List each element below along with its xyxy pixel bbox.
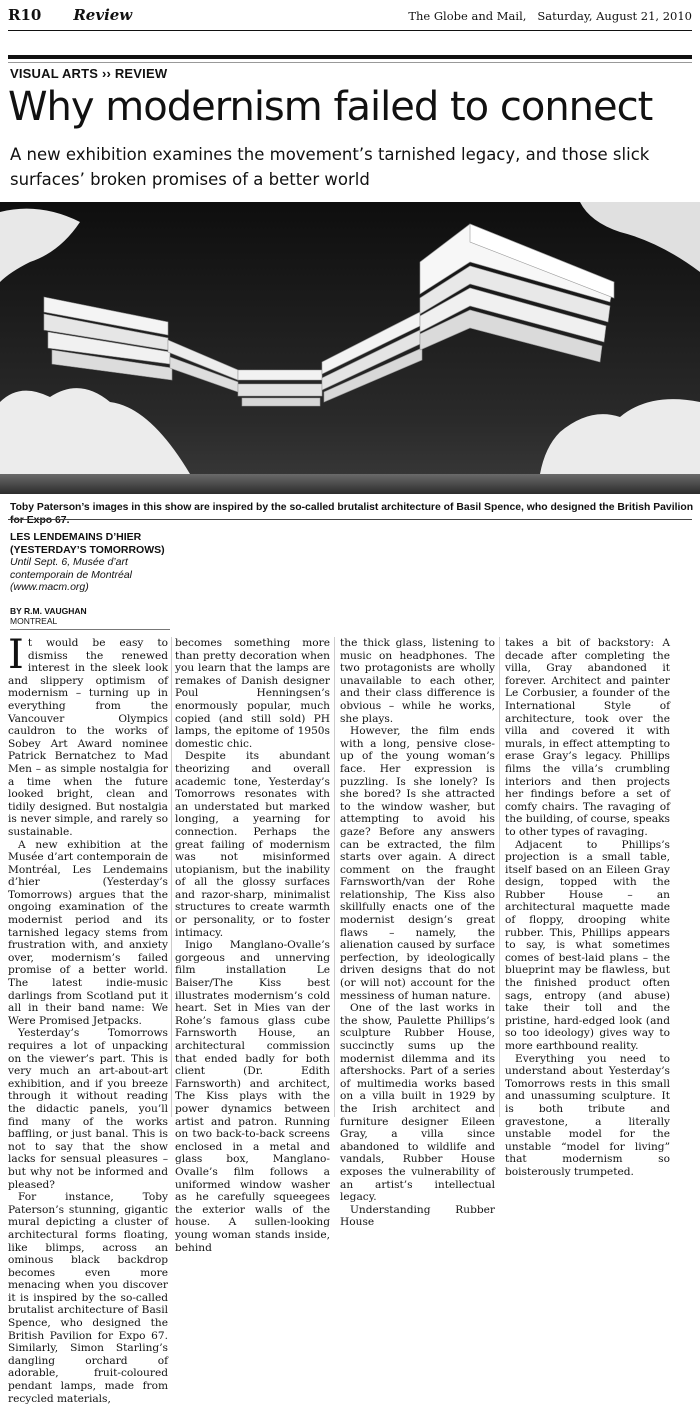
column-divider	[334, 637, 335, 1117]
thin-rule	[8, 62, 692, 63]
caption-rule	[8, 519, 692, 520]
masthead-rule	[8, 30, 692, 31]
paragraph: For instance, Toby Paterson’s stunning, gigantic mural depicting a cluster of architectural forms floating, like blimps, across an ominous black backdrop becomes even more menacing when you discover it is inspired by the so-called brutalist architecture of Basil Spence, who designed the British Pavilion for Expo 67. Similarly, Simon Starling’s dangling orchard of adorable, fruit-coloured pendant lamps, made from recycled materials,	[8, 1191, 168, 1405]
section-name: Review	[73, 6, 133, 24]
byline	[10, 606, 87, 626]
paragraph: Understanding Rubber House	[340, 1203, 495, 1229]
page-number: R10	[8, 6, 42, 24]
drop-cap: I	[8, 632, 24, 678]
article-column-3	[340, 637, 495, 1229]
paragraph: Yesterday’s Tomorrows requires a lot of unpacking on the viewer’s part. This is very much an art-about-art exhibition, and if you breeze through it without reading the didactic panels, you’ll find many of the works baffling, or just banal. This is not to say that the show lacks for sensual pleasures – but why not be informed and pleased?	[8, 1027, 168, 1191]
exhibit-venue: contemporain de Montréal	[10, 568, 132, 581]
column-divider	[499, 637, 500, 1117]
headline: Why modernism failed to connect	[8, 84, 653, 130]
paragraph: Inigo Manglano-Ovalle’s gorgeous and unnerving film installation Le Baiser/The Kiss best illustrates modernism’s cold heart. Set in Mies van der Rohe’s famous glass cube Farnsworth House, an architectural commission that ended badly for both client (Dr. Edith Farnsworth) and architect, The Kiss plays with the power dynamics between artist and patron. Running on two back-to-back screens enclosed in a metal and glass box, Manglano-Ovalle’s film follows a uniformed window washer as he carefully squeegees the exterior walls of the house. A sullen-looking young woman stands inside, behind	[175, 939, 330, 1254]
article-column-4	[505, 637, 670, 1179]
floor	[0, 474, 700, 494]
exhibit-dates-venue: Until Sept. 6, Musée d’art	[10, 556, 128, 568]
exhibit-title: LES LENDEMAINS D’HIER	[10, 531, 142, 543]
deck: A new exhibition examines the movement’s tarnished legacy, and those slick surfaces’ broken promises of a better world	[10, 145, 650, 189]
exhibition-photo	[0, 202, 700, 494]
section-kicker: VISUAL ARTS ›› REVIEW	[10, 66, 168, 81]
column-divider	[171, 637, 172, 1117]
paragraph: t would be easy to dismiss the renewed interest in the sleek look and slippery optimism of modernism – turning up in everything from the Vancouver Olympics cauldron to the works of Sobey Art Award nominee Patrick Bernatchez to Mad Men – as simple nostalgia for a time when the future looked bright, clean and tidily designed. But nostalgia is never simple, and rarely so sustainable.	[8, 637, 168, 838]
dateline: The Globe and Mail, Saturday, August 21, 2010	[408, 9, 692, 23]
exhibit-url[interactable]: (www.macm.org)	[10, 581, 89, 593]
paragraph: becomes something more than pretty decoration when you learn that the lamps are remakes of Danish designer Poul Henningsen’s enormously popular, much copied (and still sold) PH lamps, the epitome of 1950s domestic chic.	[175, 637, 330, 750]
paragraph: the thick glass, listening to music on headphones. The two protagonists are wholly unavailable to each other, and their class difference is obvious – while he works, she plays.	[340, 637, 495, 725]
paragraph: A new exhibition at the Musée d’art contemporain de Montréal, Les Lendemains d’hier (Yesterday’s Tomorrows) argues that the ongoing examination of the modernist period and its tarnished legacy stems from frustration with, and anxiety over, modernism’s failed promise of a better world. The latest indie-music darlings from Scotland put it all in their band name: We Were Promised Jetpacks.	[8, 838, 168, 1027]
paragraph: However, the film ends with a long, pensive close-up of the young woman’s face. Her expression is puzzling. Is she lonely? Is she bored? Is she attracted to the window washer, but attempting to avoid his gaze? Before any answers can be extracted, the film starts over again. A direct comment on the fraught Farnsworth/van der Rohe relationship, The Kiss also skillfully enacts one of the modernist design’s great flaws – namely, the alienation caused by surface perfection, by ideologically driven designs that do not (or will not) account for the messiness of human nature.	[340, 725, 495, 1002]
paragraph: Everything you need to understand about Yesterday’s Tomorrows rests in this small and unassuming sculpture. It is both tribute and gravestone, a literally unstable model for the unstable “model for living” that modernism so boisterously trumpeted.	[505, 1052, 670, 1178]
heavy-rule	[8, 55, 692, 59]
paragraph: Adjacent to Phillips’s projection is a small table, itself based on an Eileen Gray design, topped with the Rubber House – an architectural maquette made of floppy, drooping white rubber. This, Phillips appears to say, is what sometimes comes of best-laid plans – the blueprint may be flawless, but the finished product often sags, entropy (and abuse) take their toll and the pristine, hard-edged look (and so too ideology) gives way to more earthbound reality.	[505, 838, 670, 1052]
masthead	[8, 6, 692, 28]
byline-location: MONTREAL	[10, 616, 58, 626]
paragraph: One of the last works in the show, Paulette Phillips’s sculpture Rubber House, succinctly sums up the modernist dilemma and its aftershocks. Part of a series of multimedia works based on a villa built in 1929 by the Irish architect and furniture designer Eileen Gray, a villa since abandoned to wildlife and vandals, Rubber House exposes the vulnerability of an artist’s intellectual legacy.	[340, 1002, 495, 1204]
byline-rule	[10, 629, 170, 630]
photo-caption: Toby Paterson’s images in this show are inspired by the so-called brutalist architecture of Basil Spence, who designed the British Pavilion for Expo 67.	[10, 502, 694, 526]
exhibit-info-box	[10, 531, 200, 594]
mural-illustration	[0, 202, 700, 494]
article-column-2	[175, 637, 330, 1254]
paragraph: Despite its abundant theorizing and overall academic tone, Yesterday’s Tomorrows resonates with an understated but marked longing, a yearning for connection. Perhaps the great failing of modernism was not misinformed utopianism, but the inability of all the glossy surfaces and razor-sharp, minimalist structures to create warmth or personality, or to foster intimacy.	[175, 750, 330, 939]
article-column-1	[8, 632, 168, 1405]
author-name: BY R.M. VAUGHAN	[10, 606, 87, 616]
paragraph: takes a bit of backstory: A decade after completing the villa, Gray abandoned it forever. Architect and painter Le Corbusier, a founder of the International Style of architecture, took over the villa and covered it with murals, in effect attempting to erase Gray’s legacy. Phillips films the villa’s crumbling interiors and then projects her findings before a set of comfy chairs. The ravaging of the building, of course, speaks to other types of ravaging.	[505, 637, 670, 838]
exhibit-title-english: (YESTERDAY’S TOMORROWS)	[10, 543, 165, 556]
